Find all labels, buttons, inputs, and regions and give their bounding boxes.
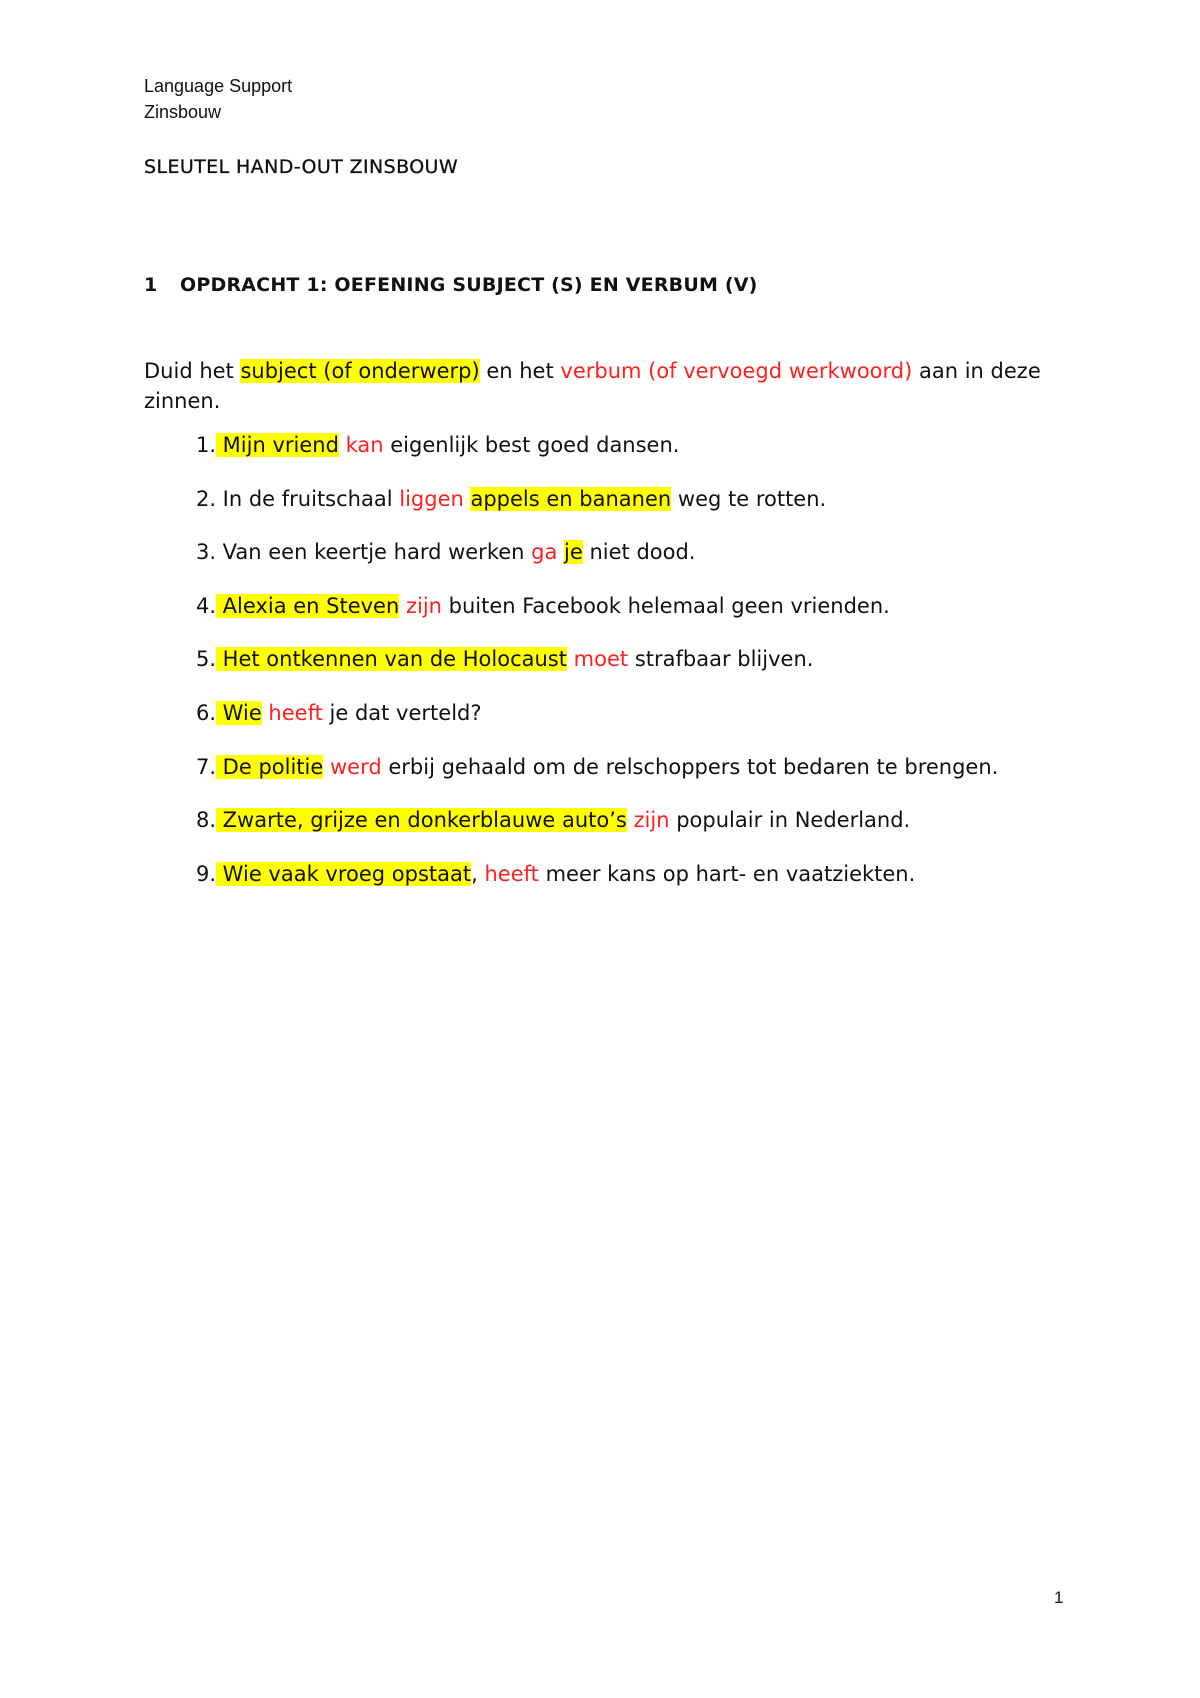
exercise-item bbox=[144, 644, 813, 674]
exercise-number: 8. bbox=[195, 808, 216, 833]
subject-highlight: De politie bbox=[216, 754, 324, 779]
sentence-text: eigenlijk best goed dansen. bbox=[383, 433, 680, 457]
instruction-paragraph bbox=[144, 356, 1074, 416]
sentence-text: je dat verteld? bbox=[322, 701, 482, 725]
exercise-item bbox=[144, 859, 915, 889]
verb-mark: heeft bbox=[484, 861, 539, 886]
subject-highlight: je bbox=[564, 540, 583, 565]
verb-mark: ga bbox=[531, 540, 558, 565]
sentence-text: meer kans op hart- en vaatziekten. bbox=[538, 861, 916, 886]
exercise-number: 7. bbox=[195, 754, 216, 779]
sentence-text bbox=[627, 808, 634, 832]
verb-mark: moet bbox=[573, 647, 629, 672]
intro-text-1: Duid het bbox=[144, 359, 241, 383]
sentence-text bbox=[339, 433, 346, 457]
exercise-number: 9. bbox=[195, 861, 216, 886]
exercise-item bbox=[144, 430, 679, 460]
exercise-number: 2. bbox=[195, 486, 216, 511]
sentence-text: niet dood. bbox=[582, 540, 696, 565]
sentence-text: buiten Facebook helemaal geen vrienden. bbox=[441, 593, 890, 618]
intro-subject-term: subject (of onderwerp) bbox=[240, 359, 480, 383]
subject-highlight: Mijn vriend bbox=[216, 433, 339, 457]
header-course-name: Language Support bbox=[144, 76, 293, 96]
subject-highlight: Het ontkennen van de Holocaust bbox=[216, 647, 567, 672]
verb-mark: kan bbox=[345, 433, 384, 457]
subject-highlight: Zwarte, grijze en donkerblauwe auto’s bbox=[216, 808, 627, 833]
intro-verb-term: verbum (of vervoegd werkwoord) bbox=[560, 359, 913, 383]
sentence-text: Van een keertje hard werken bbox=[216, 540, 532, 565]
section-heading bbox=[144, 274, 758, 296]
exercise-item bbox=[144, 805, 910, 835]
verb-mark: werd bbox=[329, 754, 382, 779]
exercise-item bbox=[144, 484, 826, 514]
sentence-text bbox=[323, 755, 330, 779]
subject-highlight: Wie vaak vroeg opstaat bbox=[216, 861, 472, 886]
exercise-number: 6. bbox=[195, 701, 216, 725]
exercise-number: 4. bbox=[195, 593, 216, 618]
verb-mark: heeft bbox=[268, 701, 323, 725]
section-number: 1 bbox=[144, 274, 158, 296]
exercise-item bbox=[144, 752, 998, 782]
page-number: 1 bbox=[1054, 1588, 1064, 1607]
intro-text-2: en het bbox=[479, 359, 561, 383]
header-topic: Zinsbouw bbox=[144, 102, 222, 122]
sentence-text: populair in Nederland. bbox=[669, 808, 911, 833]
subject-highlight: Alexia en Steven bbox=[216, 593, 400, 618]
sentence-text bbox=[567, 647, 574, 671]
exercise-number: 1. bbox=[195, 433, 216, 457]
exercise-item bbox=[144, 537, 695, 567]
sentence-text: weg te rotten. bbox=[671, 486, 827, 511]
verb-mark: liggen bbox=[399, 486, 464, 511]
section-heading-text: OPDRACHT 1: OEFENING SUBJECT (S) EN VERBUM (V) bbox=[180, 274, 758, 296]
exercise-number: 5. bbox=[195, 647, 216, 672]
subject-highlight: appels en bananen bbox=[470, 486, 672, 511]
sentence-text: In de fruitschaal bbox=[216, 486, 400, 511]
document-title: SLEUTEL HAND-OUT ZINSBOUW bbox=[144, 156, 459, 178]
verb-mark: zijn bbox=[405, 593, 442, 618]
sentence-text: , bbox=[471, 861, 485, 886]
subject-highlight: Wie bbox=[216, 701, 262, 725]
intro-text-3: aan in deze zinnen. bbox=[144, 359, 1041, 413]
exercise-item bbox=[144, 698, 482, 728]
exercise-number: 3. bbox=[195, 540, 216, 565]
sentence-text bbox=[399, 594, 406, 618]
sentence-text: erbij gehaald om de relschoppers tot bedaren te brengen. bbox=[381, 754, 999, 779]
exercise-item bbox=[144, 591, 890, 621]
verb-mark: zijn bbox=[633, 808, 670, 833]
sentence-text: strafbaar blijven. bbox=[628, 647, 814, 672]
